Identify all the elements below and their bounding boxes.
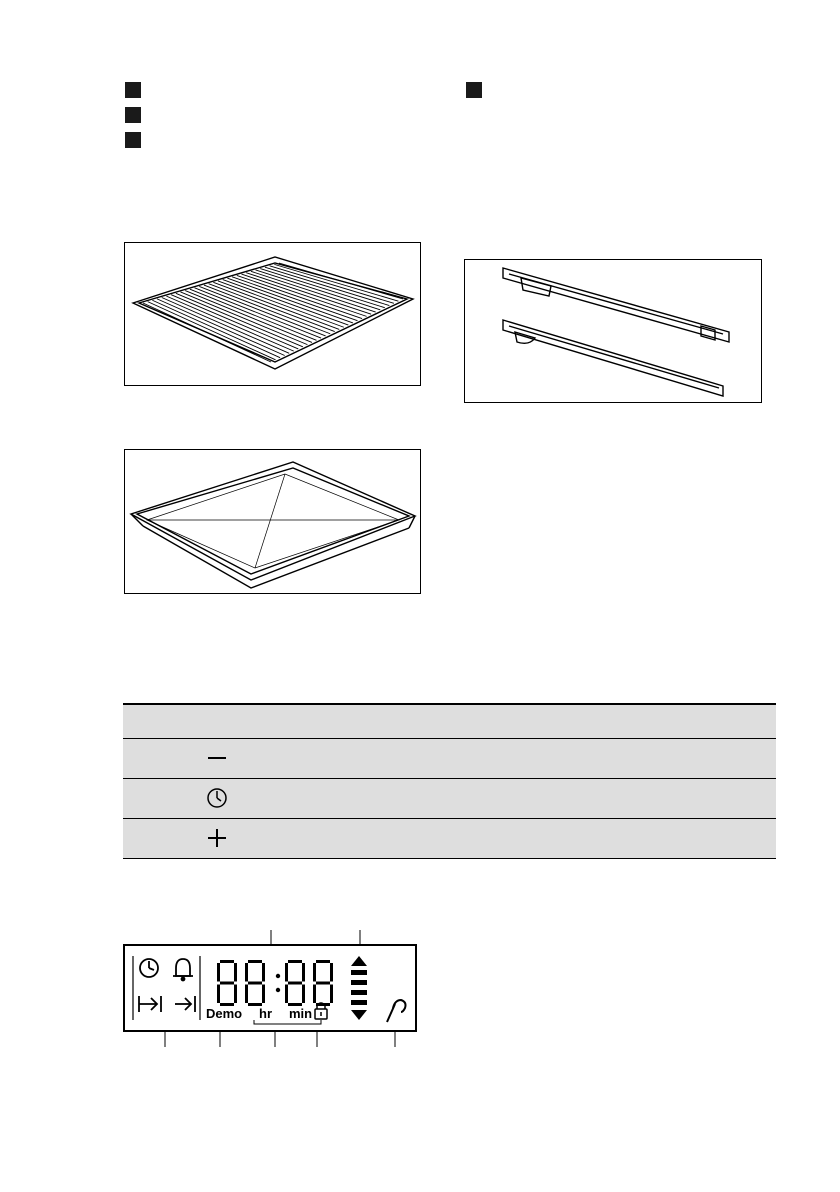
display-panel	[123, 944, 417, 1032]
clock-icon	[205, 786, 229, 810]
plus-icon	[205, 826, 229, 850]
minus-icon	[205, 746, 229, 770]
legend-marker-4	[466, 82, 482, 98]
bell-icon	[173, 959, 193, 981]
telescopic-runners-illustration	[464, 259, 762, 403]
control-panel-table	[123, 703, 776, 859]
table-header-row	[123, 704, 776, 738]
legend-marker-3	[125, 132, 141, 148]
time-digits	[217, 960, 333, 1006]
duration-icon	[139, 996, 161, 1012]
clock-icon	[140, 959, 158, 977]
table-row	[123, 738, 776, 778]
core-temperature-sensor-icon	[387, 1000, 406, 1022]
hr-label: hr	[259, 1006, 272, 1021]
legend-marker-2	[125, 107, 141, 123]
demo-label: Demo	[206, 1006, 243, 1021]
table-row	[123, 818, 776, 858]
baking-tray-illustration	[124, 449, 421, 594]
min-label: min	[289, 1006, 313, 1021]
table-row	[123, 778, 776, 818]
legend-marker-1	[125, 82, 141, 98]
heat-up-indicator	[351, 956, 367, 1020]
wire-shelf-illustration	[124, 242, 421, 386]
end-time-icon	[175, 996, 195, 1012]
